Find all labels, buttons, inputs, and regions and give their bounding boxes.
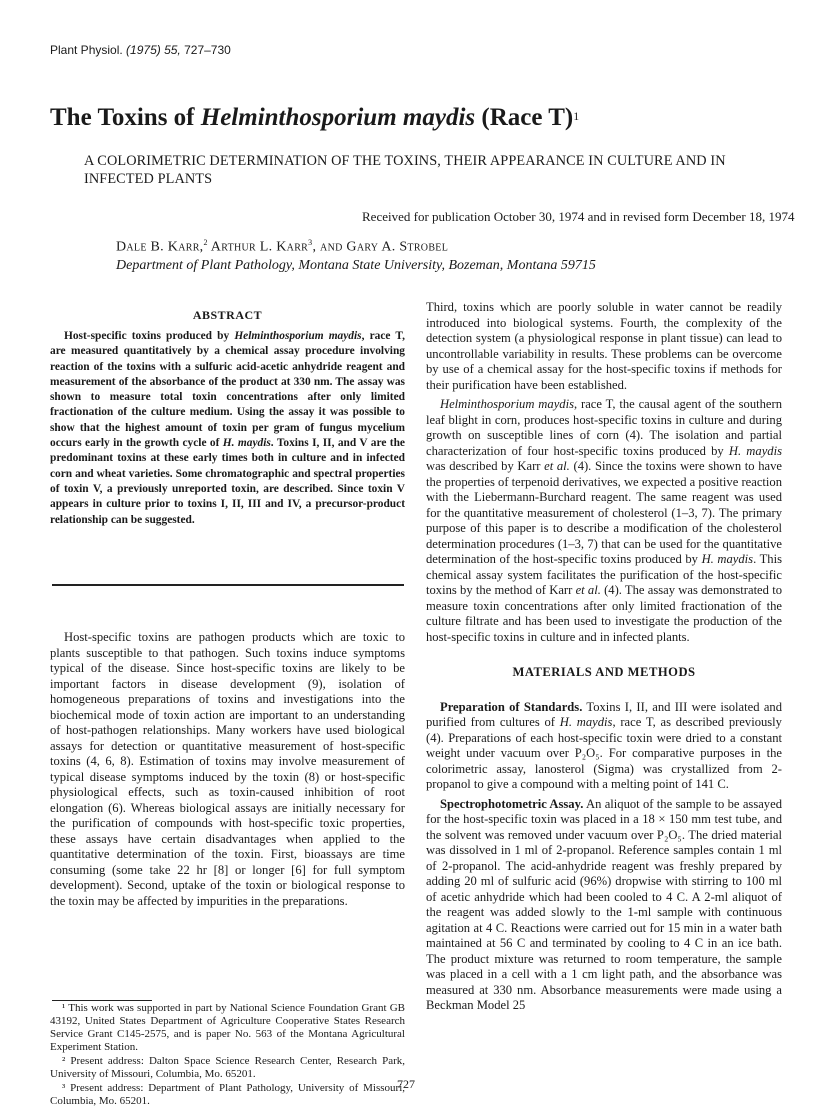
spectrophotometric-runin-heading: Spectrophotometric Assay.	[440, 796, 584, 811]
text-part: , race T, the causal agent of the southern leaf blight in corn, produces host-specific toxins in culture and during growth on susceptible lines of corn (4). The isolation and partial characterization of four host-specific toxins produced by	[426, 397, 783, 458]
text-part: . This chemical assay system facilitates the purification of the host-specific toxins by the method of Karr	[426, 552, 782, 597]
preparation-runin-heading: Preparation of Standards.	[440, 699, 583, 714]
footnote-1: ¹ This work was supported in part by National Science Foundation Grant GB 43192, United States Department of Agriculture Cooperative States Research Service Grant C145-2575, and is paper No. 563 of the Montana Agricultural Experiment Station.	[50, 1002, 405, 1053]
abstract-part: Host-specific toxins produced by	[64, 330, 235, 342]
journal-name: Plant Physiol.	[50, 43, 123, 57]
received-date: Received for publication October 30, 1974 and in revised form December 18, 1974	[362, 209, 795, 224]
spectrophotometric-paragraph	[426, 797, 782, 1014]
abstract-section	[50, 308, 405, 528]
purpose-paragraph	[426, 397, 782, 645]
text-part: , race T, as described previously (4). Preparations of each host-specific toxin were dried to a constant weight under vacuum over P₂O₅. For comparative purposes in the colorimetric assay, lanosterol (Sigma) was crystallized from 2-propanol to give a compound with a melting point of 141 C.	[426, 715, 782, 791]
text-part: was described by Karr	[426, 459, 545, 473]
author-1: Dale B. Karr,	[116, 239, 204, 255]
et-al: et al.	[575, 583, 601, 597]
title-species: Helminthosporium maydis	[200, 104, 476, 131]
abstract-text	[50, 329, 405, 528]
journal-year: (1975)	[126, 43, 161, 57]
species-name: H. maydis	[701, 552, 754, 566]
paper-subtitle: A COLORIMETRIC DETERMINATION OF THE TOXINS, THEIR APPEARANCE IN CULTURE AND IN INFECTED PLANTS	[84, 153, 726, 187]
title-prefix: The Toxins of	[50, 104, 201, 131]
methods-heading: MATERIALS AND METHODS	[512, 665, 696, 679]
title-footnote-mark: 1	[573, 109, 580, 123]
left-column-body	[50, 630, 405, 909]
journal-citation	[50, 43, 231, 57]
title-suffix: (Race T)	[475, 104, 574, 131]
intro-paragraph: Host-specific toxins are pathogen products which are toxic to plants susceptible to that pathogen. Such toxins induce symptoms typical of the disease. Since host-specific toxins are likely to be important factors in disease development (9), isolation of homogeneous preparations of toxins and investigations into the biochemical mode of toxin action are important to an understanding of host-pathogen relationships. Many workers have used biological assays for detection or quantitative measurement of host-specific toxins (4, 6, 8). Estimation of toxins may involve measurement of typical disease symptoms induced by the toxin (8) or host-specific physiological effects, such as toxin-caused inhibition of root elongation (6). Whereas biological assays are initially necessary for the purification of compounds with host-specific toxic properties, these assays have certain disadvantages when applied to the quantitative determination of the toxin. First, bioassays are time consuming (some take 22 hr [8] or longer [6] for full symptom development). Second, uptake of the toxin or biological response to the toxin may be affected by impurities in the preparations.	[50, 630, 405, 908]
abstract-species: H. maydis	[222, 437, 271, 450]
text-part: An aliquot of the sample to be assayed for the host-specific toxin was placed in a 18 × 150 mm test tube, and the solvent was removed under vacuum over P₂O₅. The dried material was dissolved in 1 ml of 2-propanol. Reference samples contain 1 ml of 2-propanol. The acid-anhydride reagent was freshly prepared by adding 20 ml of sulfuric acid (96%) dropwise with stirring to 100 ml of acetic anhydride which had been cooled to 4 C. A 2-ml aliquot of the reagent was added slowly to the 1-ml sample with continuous agitation at 4 C. Reactions were carried out for 15 min in a water bath maintained at 56 C and terminated by cooling to 4 C in an ice bath. The product mixture was returned to room temperature, the sample was placed in a cell with a 1 cm light path, and the absorbance was measured at 330 nm. Absorbance measurements were made using a Beckman Model 25	[426, 796, 782, 1012]
author-2-mark: 3	[308, 238, 313, 247]
page-number: 727	[397, 1077, 415, 1091]
right-column-body	[426, 300, 782, 1014]
intro-continuation: Third, toxins which are poorly soluble in water cannot be readily introduced into biological systems. Fourth, the complexity of the detection system (a physiological response in plant tissue) can lead to uncontrollable variability in results. These problems can be overcome by use of a chemical assay for the host-specific toxins if methods for their purification have been established.	[426, 300, 782, 392]
preparation-paragraph	[426, 700, 782, 793]
species-name: H. maydis	[559, 715, 613, 729]
author-1-mark: 2	[203, 238, 208, 247]
footnotes	[50, 1002, 405, 1109]
abstract-part: , race T, are measured quantitatively by a chemical assay procedure involving reaction of the toxins with a sulfuric acid-acetic anhydride reagent and measurement of the absorbance of the product at 330 nm. The assay was shown to measure total toxin concentrations after only limited fractionation of the culture medium. Using the assay it was possible to show that the highest amount of toxin per gram of fungus mycelium occurs early in the growth cycle of	[50, 330, 405, 450]
abstract-divider	[52, 584, 404, 587]
paper-title	[50, 103, 770, 133]
author-2: Arthur L. Karr	[207, 239, 309, 255]
text-part: (4). Since the toxins were shown to have the properties of terpenoid derivatives, we expected a positive reaction with the Liebermann-Burchard reagent. The same reagent was used for the quantitative measurement of cholesterol (1–3, 7). The primary purpose of this paper is to describe a modification of the cholesterol determination procedures (1–3, 7) that can be used for the quantitative determination of the host-specific toxins produced by	[426, 459, 782, 566]
abstract-species: Helminthosporium maydis	[234, 330, 362, 342]
author-list	[116, 238, 448, 256]
species-name: H. maydis	[728, 443, 782, 458]
affiliation: Department of Plant Pathology, Montana State University, Bozeman, Montana 59715	[116, 258, 596, 273]
journal-pages: 727–730	[184, 43, 231, 57]
footnote-divider	[52, 1000, 152, 1001]
footnote-2: ² Present address: Dalton Space Science Research Center, Research Park, University of Missouri, Columbia, Mo. 65201.	[50, 1055, 405, 1080]
journal-volume: 55,	[164, 43, 181, 57]
footnote-3: ³ Present address: Department of Plant Pathology, University of Missouri, Columbia, Mo. 65201.	[50, 1082, 405, 1107]
text-part: (4). The assay was demonstrated to measure toxin concentrations after only limited fractionation of the culture filtrate and has been used to investigate the production of the host-specific toxins in culture and in infected plants.	[426, 583, 782, 644]
species-name: Helminthosporium maydis	[440, 397, 574, 411]
author-3: , and Gary A. Strobel	[312, 239, 449, 255]
text-part: Toxins I, II, and III were isolated and purified from cultures of	[426, 699, 782, 729]
abstract-part: . Toxins I, II, and V are the predominant toxins at these early times both in culture and in infected corn and wheat varieties. Some chromatographic and spectral properties of toxin V, a previously unreported toxin, are described. Since toxin V appears in culture prior to toxins I, II, III and IV, a precursor-product relationship can be suggested.	[50, 437, 405, 526]
et-al: et al.	[544, 459, 570, 473]
abstract-heading: ABSTRACT	[192, 308, 263, 322]
